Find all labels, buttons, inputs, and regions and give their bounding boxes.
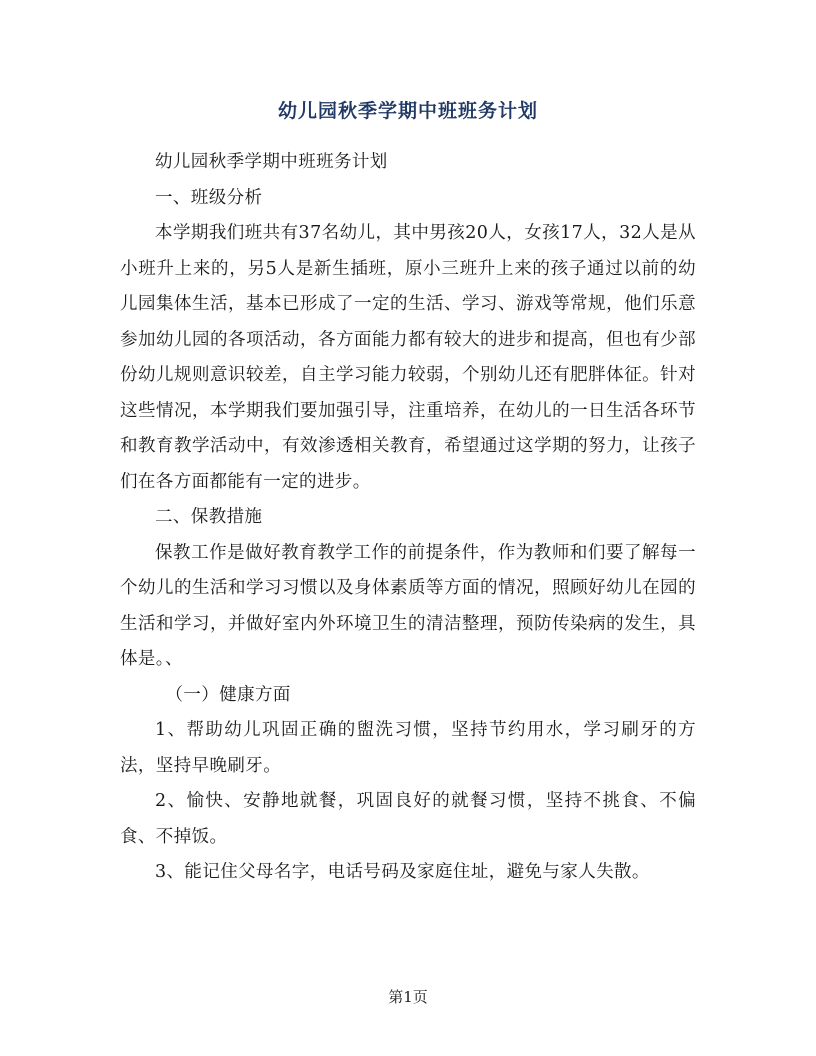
paragraph-care-measures: 保教工作是做好教育教学工作的前提条件，作为教师和们要了解每一个幼儿的生活和学习习惯以及身体素质等方面的情况，照顾好幼儿在园的生活和学习，并做好室内外环境卫生的清洁整理，预防传染病的发生，具体是。、: [120, 542, 696, 669]
list-item-health-2: 2、愉快、安静地就餐，巩固良好的就餐习惯，坚持不挑食、不偏食、不掉饭。: [120, 791, 696, 847]
paragraph-heading: 幼儿园秋季学期中班班务计划: [155, 152, 388, 172]
section-heading-care-measures: 二、保教措施: [155, 507, 263, 527]
page-number: 第1页: [388, 988, 428, 1006]
list-item-health-3: 3、能记住父母名字，电话号码及家庭住址，避免与家人失散。: [155, 862, 650, 882]
document-body: [120, 145, 696, 891]
document-title: 幼儿园秋季学期中班班务计划: [277, 100, 538, 122]
paragraph-class-analysis: 本学期我们班共有37名幼儿，其中男孩20人，女孩17人，32人是从小班升上来的，另5人是新生插班，原小三班升上来的孩子通过以前的幼儿园集体生活，基本已形成了一定的生活、学习、游戏等常规，他们乐意参加幼儿园的各项活动，各方面能力都有较大的进步和提高，但也有少部份幼儿规则意识较差，自主学习能力较弱，个别幼儿还有肥胖体征。针对这些情况，本学期我们要加强引导，注重培养，在幼儿的一日生活各环节和教育教学活动中，有效渗透相关教育，希望通过这学期的努力，让孩子们在各方面都能有一定的进步。: [120, 223, 696, 492]
list-item-health-1: 1、帮助幼儿巩固正确的盥洗习惯，坚持节约用水，学习刷牙的方法，坚持早晚刷牙。: [120, 720, 696, 776]
subsection-heading-health: （一）健康方面: [165, 684, 291, 705]
section-heading-class-analysis: 一、班级分析: [155, 187, 263, 208]
